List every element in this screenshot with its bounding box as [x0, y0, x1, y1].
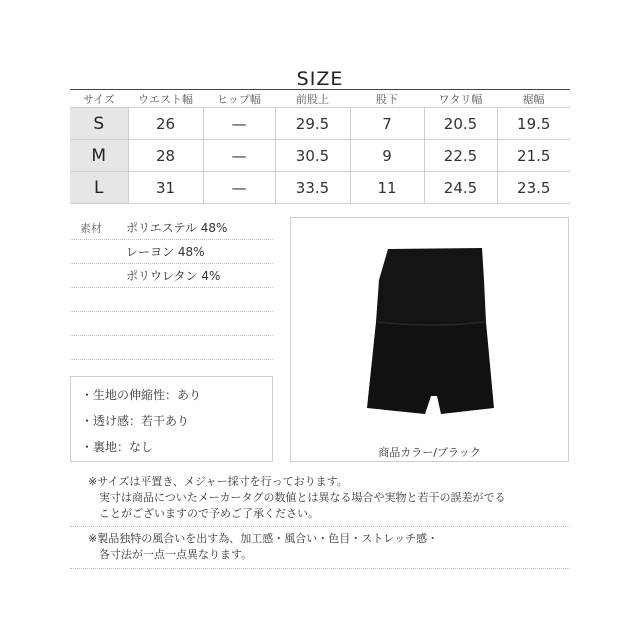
- header-front-rise: 前股上: [296, 93, 329, 106]
- product-shorts-image: [291, 218, 570, 438]
- table-row: [70, 108, 570, 140]
- table-cell: 22.5: [424, 140, 497, 172]
- table-cell: 30.5: [275, 140, 350, 172]
- table-cell: 26: [128, 108, 203, 140]
- note-divider: [70, 568, 570, 569]
- table-cell: 33.5: [275, 172, 350, 204]
- table-cell: —: [203, 108, 275, 140]
- header-hip: ヒップ幅: [217, 93, 261, 106]
- table-row: [70, 140, 570, 172]
- note-measurement: [88, 474, 506, 522]
- table-cell: 19.5: [497, 108, 570, 140]
- table-cell: —: [203, 140, 275, 172]
- table-cell: 11: [350, 172, 424, 204]
- note-line: 実寸は商品についたメーカータグの数値とは異なる場合や実物と若干の誤差がでる: [99, 491, 506, 504]
- table-cell: 21.5: [497, 140, 570, 172]
- size-table: [70, 107, 570, 204]
- header-hem: 裾幅: [522, 93, 545, 106]
- features-box: [70, 376, 273, 462]
- note-line: ※製品独特の風合いを出す為、加工感・風合い・色目・ストレッチ感・: [88, 532, 439, 545]
- shorts-waistband: [376, 248, 486, 322]
- table-cell: 31: [128, 172, 203, 204]
- size-label: S: [70, 108, 128, 140]
- product-color-caption: 商品カラー/ブラック: [378, 446, 481, 459]
- header-waist: ウエスト幅: [138, 93, 193, 106]
- shorts-body: [367, 322, 494, 414]
- material-item: ポリエステル 48%: [126, 221, 228, 235]
- table-cell: 7: [350, 108, 424, 140]
- product-photo-frame: [290, 217, 569, 462]
- material-row: [70, 216, 273, 240]
- material-row-empty: [70, 336, 273, 360]
- header-size: サイズ: [82, 93, 116, 106]
- feature-stretch: ・生地の伸縮性：あり: [81, 388, 202, 402]
- material-row: [70, 240, 273, 264]
- header-thigh: ワタリ幅: [438, 93, 483, 106]
- feature-sheerness: ・透け感：若干あり: [81, 414, 190, 428]
- table-cell: —: [203, 172, 275, 204]
- size-label: L: [70, 172, 128, 204]
- note-line: ※サイズは平置き、メジャー採寸を行っております。: [88, 475, 348, 488]
- material-label: 素材: [80, 222, 102, 235]
- note-divider: [70, 526, 570, 527]
- size-title: SIZE: [296, 68, 344, 90]
- note-line: 各寸法が一点一点異なります。: [99, 548, 253, 561]
- material-item: レーヨン 48%: [126, 245, 205, 259]
- header-divider: [70, 89, 570, 90]
- table-cell: 23.5: [497, 172, 570, 204]
- note-product: [88, 531, 438, 563]
- table-cell: 20.5: [424, 108, 497, 140]
- table-cell: 29.5: [275, 108, 350, 140]
- material-item: ポリウレタン 4%: [126, 269, 221, 283]
- size-label: M: [70, 140, 128, 172]
- table-cell: 9: [350, 140, 424, 172]
- header-inseam: 股下: [376, 93, 398, 106]
- table-cell: 24.5: [424, 172, 497, 204]
- note-line: ことがございますので予めご了承ください。: [99, 507, 319, 520]
- material-row-empty: [70, 288, 273, 312]
- table-row: [70, 172, 570, 204]
- feature-lining: ・裏地：なし: [81, 440, 154, 454]
- size-table-header: [70, 91, 570, 107]
- material-row: [70, 264, 273, 288]
- material-row-empty: [70, 312, 273, 336]
- table-cell: 28: [128, 140, 203, 172]
